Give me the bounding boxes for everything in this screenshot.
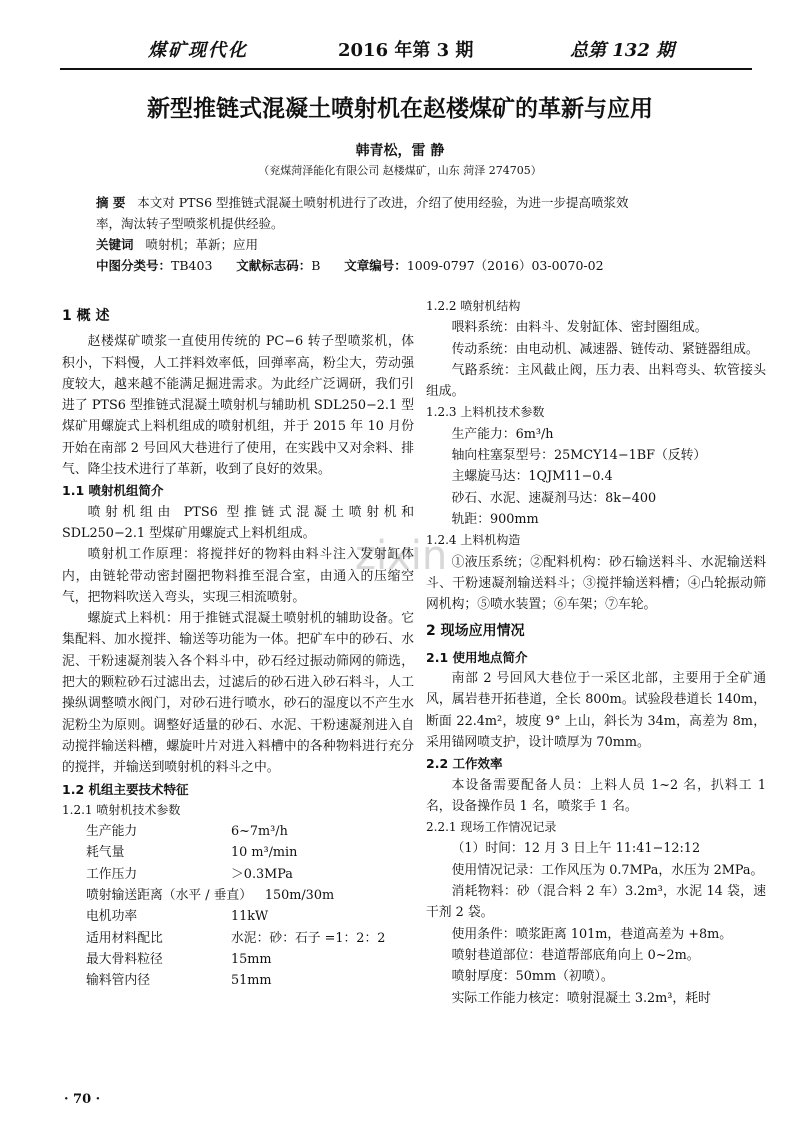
param-value: 15mm bbox=[231, 951, 272, 967]
record-line: （1）时间：12 月 3 日上午 11:41−12:12 bbox=[451, 841, 701, 857]
param-value: 10 m³/min bbox=[231, 845, 298, 861]
abstract-text-cont: 率，淘汰转子型喷浆机提供经验。 bbox=[96, 216, 284, 231]
spec-line: 轴向柱塞泵型号：25MCY14−1BF（反转） bbox=[451, 448, 707, 464]
keywords: 喷射机；革新；应用 bbox=[145, 237, 258, 252]
paragraph: 赵楼煤矿喷浆一直使用传统的 PC−6 转子型喷浆机，体积小，下料慢，人工拌料效率低，回弹率高，粉尘大，劳动强度较大，越来越不能满足掘进需求。为此经广泛调研，我们引进了 PTS6 型推链式混凝土喷射机与辅助机 SDL250−2.1 型煤矿用螺旋式上料机组成的喷射机组，并于 2015 年 10 月份开始在南部 2 号回风大巷进行了使用，在实践中又对余料、排气、降尘技术进行了革新，收到了良好的效果。 bbox=[62, 334, 414, 478]
paragraph: 喷射机工作原理：将搅拌好的物料由料斗注入发射缸体内，由链轮带动密封圈把物料推至混合室，由通入的压缩空气，把物料吹送入弯头，实现三相流喷射。 bbox=[62, 547, 414, 605]
section-2-heading: 2 现场应用情况 bbox=[426, 623, 525, 640]
param-value: 6~7m³/h bbox=[231, 824, 288, 840]
param-value: 11kW bbox=[231, 909, 269, 925]
param-name: 电机功率 bbox=[86, 909, 138, 925]
param-row bbox=[62, 928, 414, 949]
param-row bbox=[62, 970, 414, 991]
paragraph: 使用情况记录：工作风压为 0.7MPa，水压为 2MPa。 bbox=[451, 862, 764, 878]
right-column bbox=[426, 296, 766, 1009]
journal-name: 煤矿现代化 bbox=[148, 40, 248, 61]
paragraph: 气路系统：主风截止阀，压力表、出料弯头、软管接头组成。 bbox=[426, 362, 766, 400]
header-rule bbox=[60, 68, 752, 70]
article-number: 1009-0797（2016）03-0070-02 bbox=[406, 258, 604, 273]
section-1-2-1-heading: 1.2.1 喷射机技术参数 bbox=[62, 802, 181, 817]
record-line: 喷射厚度：50mm（初喷）。 bbox=[451, 969, 614, 985]
section-1-2-3-heading: 1.2.3 上料机技术参数 bbox=[426, 405, 545, 420]
section-1-1-heading: 1.1 喷射机组简介 bbox=[62, 483, 164, 499]
param-value: ＞0.3MPa bbox=[231, 866, 293, 882]
record-line: 喷射巷道部位：巷道帮部底角向上 0~2m。 bbox=[451, 947, 700, 963]
paragraph: 消耗物料：砂（混合料 2 车）3.2m³，水泥 14 袋，速干剂 2 袋。 bbox=[426, 884, 766, 921]
section-1-heading: 1 概 述 bbox=[62, 308, 110, 324]
section-2-2-heading: 2.2 工作效率 bbox=[426, 756, 503, 772]
param-value: 150m/30m bbox=[264, 888, 335, 904]
watermark: zixin bbox=[355, 533, 448, 579]
spec-line: 主螺旋马达：1QJM11−0.4 bbox=[451, 469, 613, 485]
param-name: 耗气量 bbox=[86, 845, 125, 861]
param-row bbox=[62, 864, 414, 885]
spec-line: 生产能力：6m³/h bbox=[451, 426, 554, 442]
affiliation: （兖煤菏泽能化有限公司 赵楼煤矿，山东 菏泽 274705） bbox=[258, 164, 542, 177]
param-row bbox=[62, 842, 414, 863]
section-1-2-2-heading: 1.2.2 喷射机结构 bbox=[426, 299, 521, 313]
param-row bbox=[62, 885, 414, 906]
paper-title: 新型推链式混凝土喷射机在赵楼煤矿的革新与应用 bbox=[147, 96, 653, 122]
param-name: 工作压力 bbox=[86, 866, 138, 882]
spec-line: 轨距：900mm bbox=[451, 511, 539, 527]
clc-label: 中图分类号： bbox=[96, 258, 172, 273]
paragraph: 传动系统：由电动机、减速器、链传动、紧链器组成。 bbox=[451, 341, 759, 357]
param-row bbox=[62, 821, 414, 842]
abstract-label: 摘 要 bbox=[96, 195, 126, 210]
param-row bbox=[62, 949, 414, 970]
paragraph: 南部 2 号回风大巷位于一采区北部，主要用于全矿通风，属岩巷开拓巷道，全长 800m。试验段巷道长 140m，断面 22.4m²，坡度 9° 上山，斜长为 34m，高差为 8m，采用锚网喷支护，设计喷厚为 70mm。 bbox=[426, 671, 766, 750]
param-name: 适用材料配比 bbox=[86, 930, 163, 946]
param-name: 最大骨料粒径 bbox=[86, 951, 163, 967]
section-2-2-1-heading: 2.2.1 现场工作情况记录 bbox=[426, 820, 557, 835]
record-line: 使用条件：喷浆距离 101m，巷道高差为 +8m。 bbox=[451, 926, 733, 942]
param-name: 输料管内径 bbox=[86, 973, 150, 989]
param-name: 喷射输送距离（水平 / 垂直） bbox=[86, 888, 253, 904]
param-name: 生产能力 bbox=[86, 824, 138, 840]
paragraph: ①液压系统；②配料机构：砂石输送料斗、水泥输送料斗、干粉速凝剂输送料斗；③搅拌输送料槽；④凸轮振动筛网机构；⑤喷水装置；⑥车架；⑦车轮。 bbox=[426, 554, 766, 613]
paragraph: 本设备需要配备人员：上料人员 1~2 名，扒料工 1 名，设备操作员 1 名，喷浆手 1 名。 bbox=[426, 777, 766, 814]
section-2-1-heading: 2.1 使用地点简介 bbox=[426, 649, 528, 665]
issue-label: 2016 年第 3 期 bbox=[338, 40, 474, 61]
total-issue-label: 总第 132 期 bbox=[570, 40, 675, 61]
clc-number: TB403 bbox=[171, 258, 213, 273]
doc-code: B bbox=[311, 258, 321, 273]
record-line: 实际工作能力核定：喷射混凝土 3.2m³，耗时 bbox=[451, 990, 711, 1006]
paragraph: 螺旋式上料机：用于推链式混凝土喷射机的辅助设备。它集配料、加水搅拌、输送等功能为一体。把矿车中的砂石、水泥、干粉速凝剂装入各个料斗中，砂石经过振动筛网的筛选，把大的颗粒砂石过滤出去，过滤后的砂石进入砂石料斗，人工操纵调整喷水阀门，对砂石进行喷水，砂石的湿度以不产生水泥粉尘为原则。调整好适量的砂石、水泥、干粉速凝剂进入自动搅拌输送料槽，螺旋叶片对进入料槽中的各种物料进行充分的搅拌，并输送到喷射机的料斗之中。 bbox=[62, 611, 414, 776]
article-number-label: 文章编号： bbox=[344, 258, 407, 273]
abstract-text: 本文对 PTS6 型推链式混凝土喷射机进行了改进，介绍了使用经验，为进一步提高喷浆效 bbox=[137, 195, 629, 210]
keywords-label: 关键词 bbox=[96, 237, 134, 252]
param-row bbox=[62, 906, 414, 927]
paragraph: 喂料系统：由料斗、发射缸体、密封圈组成。 bbox=[451, 320, 708, 336]
paragraph: 喷射机组由 PTS6 型推链式混凝土喷射机和 SDL250−2.1 型煤矿用螺旋式上料机组成。 bbox=[62, 504, 414, 541]
section-1-2-4-heading: 1.2.4 上料机构造 bbox=[426, 533, 521, 548]
section-1-2-heading: 1.2 机组主要技术特征 bbox=[62, 781, 189, 797]
spec-line: 砂石、水泥、速凝剂马达：8k−400 bbox=[451, 490, 657, 506]
param-value: 51mm bbox=[231, 973, 272, 989]
left-column bbox=[62, 296, 414, 992]
authors: 韩青松，雷 静 bbox=[355, 143, 445, 159]
param-list bbox=[62, 821, 414, 991]
page-number: · 70 · bbox=[64, 1092, 101, 1107]
abstract bbox=[92, 192, 752, 276]
doc-code-label: 文献标志码： bbox=[236, 258, 312, 273]
param-value: 水泥：砂：石子 =1：2：2 bbox=[231, 930, 386, 946]
